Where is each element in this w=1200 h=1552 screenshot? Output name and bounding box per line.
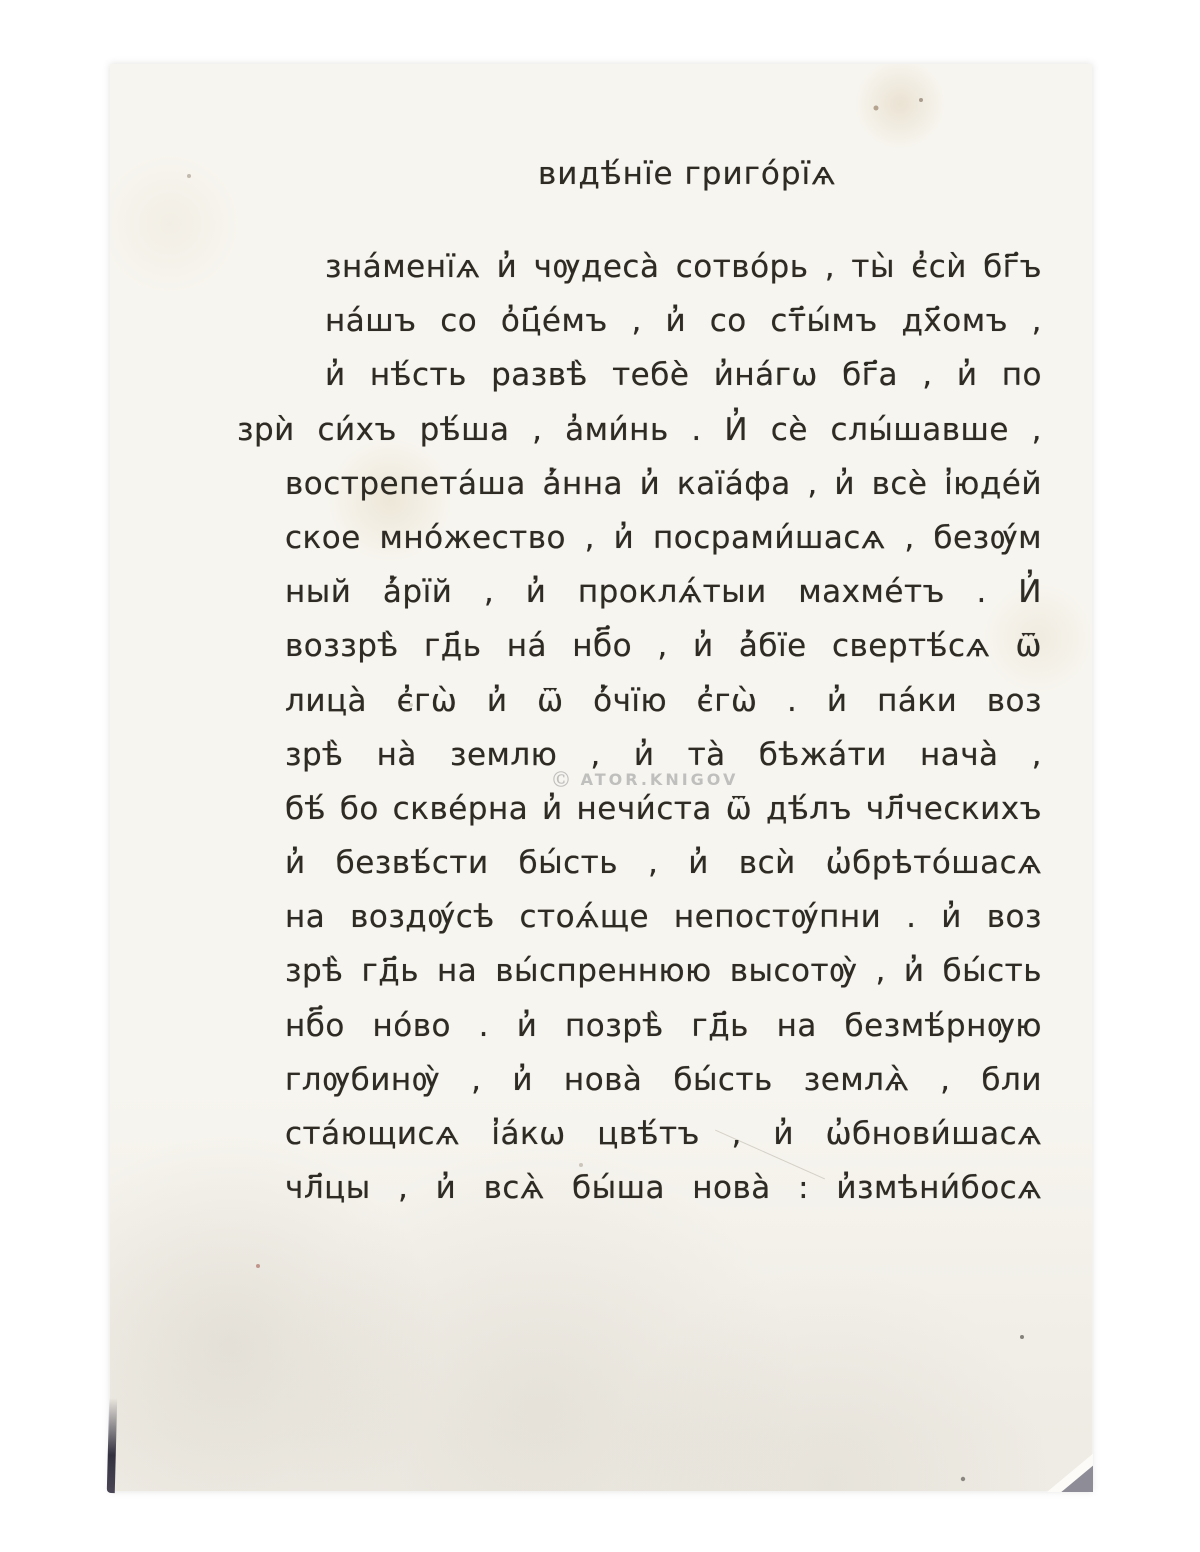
text-line: на́шъ со о̓ц҃е́мъ , и̓ со ст҃ы́мъ дх҃омъ , (325, 303, 1042, 340)
text-line: зна́менїѧ и̓ чѹдеса̀ сотво́рь , ты̀ є̓сѝ бг҃ъ (325, 249, 1042, 285)
page-title: видѣ́нїе григо́рїѧ (538, 156, 837, 192)
text-line: нб҃о но́во . и̓ позрѣ̀ гд҃ь на безмѣ́рнѹю (285, 1007, 1042, 1044)
text-line: зрѣ̀ гд҃ь на вы́спреннюю высотѹ̀ , и̓ бы́сть (285, 953, 1042, 990)
text-line: зрѣ̀ на̀ землю , и̓ та̀ бѣжа́ти нача̀ , (285, 736, 1042, 773)
text-line: глѹбинѹ̀ , и̓ нова̀ бы́сть землѧ̀ , бли (285, 1061, 1042, 1098)
corner-fold (1045, 1452, 1093, 1492)
book-page (110, 64, 1092, 1491)
binding-edge-shadow (107, 1398, 117, 1493)
text-line: ское мно́жество , и̓ посрами́шасѧ , безѹ́м (285, 519, 1042, 556)
text-line: воззрѣ̀ гд҃ь на́ нб҃о , и̓ а̓́бїе свертѣ́сѧ ѿ (285, 628, 1042, 665)
text-line: бѣ́ бо скве́рна и̓ нечи́ста ѿ дѣ́лъ чл҃ческихъ (285, 790, 1042, 827)
text-line: на воздѹ́сѣ стоѧ́ще непостѹ́пни . и̓ воз (285, 899, 1042, 936)
text-line: чл҃цы , и̓ всѧ̀ бы́ша нова̀ : и̓змѣни́босѧ (285, 1170, 1042, 1207)
corner-fold-shadow (1045, 1452, 1093, 1492)
text-line: лица̀ є̓гѡ̀ и̓ ѿ о̓́чїю є̓гѡ̀ . и̓ па́ки воз (285, 682, 1042, 719)
text-line: ный а̓́рїй , и̓ проклѧ́тыи махме́тъ . И̓ (285, 574, 1042, 611)
text-block (110, 240, 1092, 1215)
watermark-overlay: Ⓒ ATOR.KNIGOV (553, 770, 739, 789)
text-line: зрѝ си́хъ рѣ́ша , а̓ми́нь . И̓ сѐ слы́шавше , (237, 411, 1042, 448)
paper-specks (110, 64, 112, 66)
text-line: и̓ нѣ́сть развѣ̀ тебѐ и̓на́гѡ бг҃а , и̓ по (325, 357, 1042, 394)
text-line: ста́ющисѧ і̓а́кѡ цвѣ́тъ , и̓ ѡ̓бнови́шасѧ (285, 1116, 1042, 1152)
text-line: и̓ безвѣ́сти бы́сть , и̓ всѝ ѡ̓брѣто́шасѧ (285, 845, 1042, 882)
text-line: вострепета́ша а̓́нна и̓ каїа́фа , и̓ всѐ і̓юде́й (285, 465, 1042, 502)
